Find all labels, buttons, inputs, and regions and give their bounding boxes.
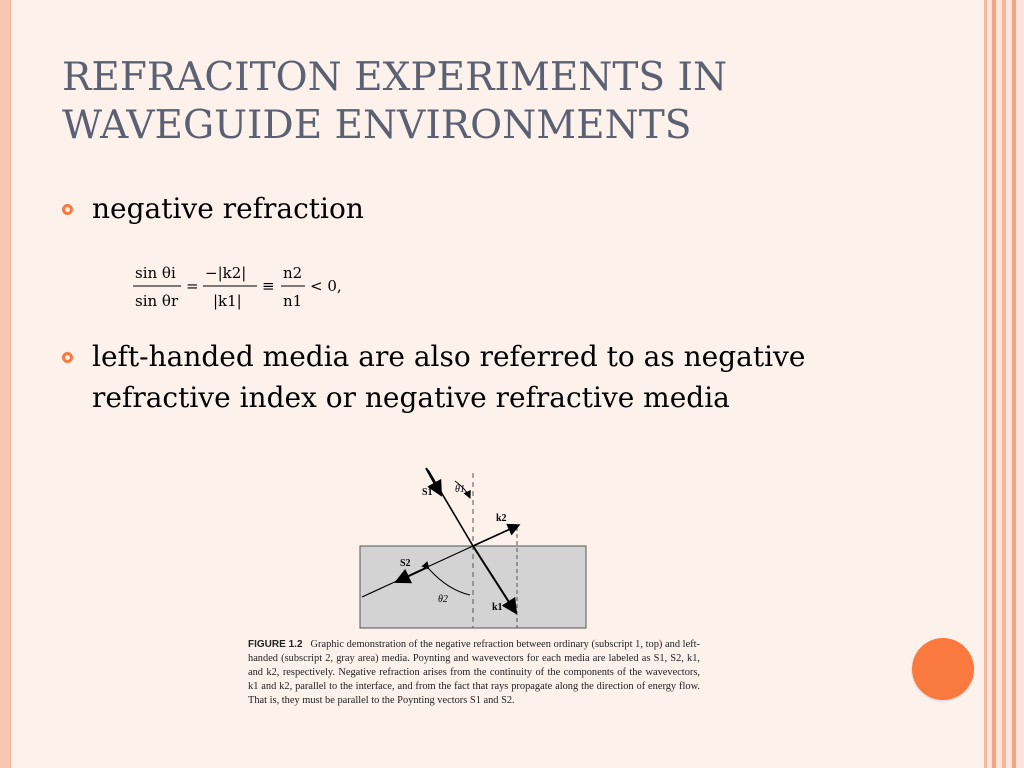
bullet-text: left-handed media are also referred to as negative refractive index or negative refractive media [92,340,806,414]
formula-lhs-denominator: sin θr [135,292,179,310]
formula-rhs-denominator: n1 [283,292,303,310]
svg-text:=: = [186,277,199,295]
incident-ray [428,470,473,546]
label-s2: S2 [400,558,411,569]
bullet-circle-icon [62,352,73,363]
formula-tail: < 0, [310,277,342,295]
formula-rhs-numerator: n2 [283,264,303,282]
right-striped-border [980,0,1024,768]
refraction-formula [133,258,373,320]
left-border [0,0,11,768]
formula-mid-numerator: −|k2| [205,264,247,282]
label-theta2: θ2 [438,594,448,605]
bullet-item-2 [62,336,882,460]
bullet-item-1 [62,188,882,230]
label-k1: k1 [492,602,503,613]
bullet-circle-icon [62,204,73,215]
slide-title: REFRACITON EXPERIMENTS IN WAVEGUIDE ENVIRONMENTS [62,55,728,148]
figure-caption [248,638,700,708]
formula-lhs-numerator: sin θi [135,264,176,282]
label-theta1: θ1 [455,484,465,495]
svg-text:≡: ≡ [262,277,275,295]
label-s1: S1 [422,487,433,498]
caption-label: FIGURE 1.2 [248,639,303,650]
k2-arrow [473,525,519,546]
formula-mid-denominator: |k1| [213,292,242,310]
decorative-orange-circle [912,638,974,700]
label-k2: k2 [496,513,507,524]
bullet-text: negative refraction [92,192,364,225]
caption-text: Graphic demonstration of the negative refraction between ordinary (subscript 1, top) and left-handed (subscript 2, gray area) media. Poynting and wavevectors for each media are labeled as S1, S2, k1, and k2, respectively. Negative refraction arises from the continuity of the components of the wavevectors, k1 and k2, parallel to the interface, and from the fact that rays propagate along the direction of energy flow. That is, they must be parallel to the Poynting vectors S1 and S2. [248,639,700,706]
